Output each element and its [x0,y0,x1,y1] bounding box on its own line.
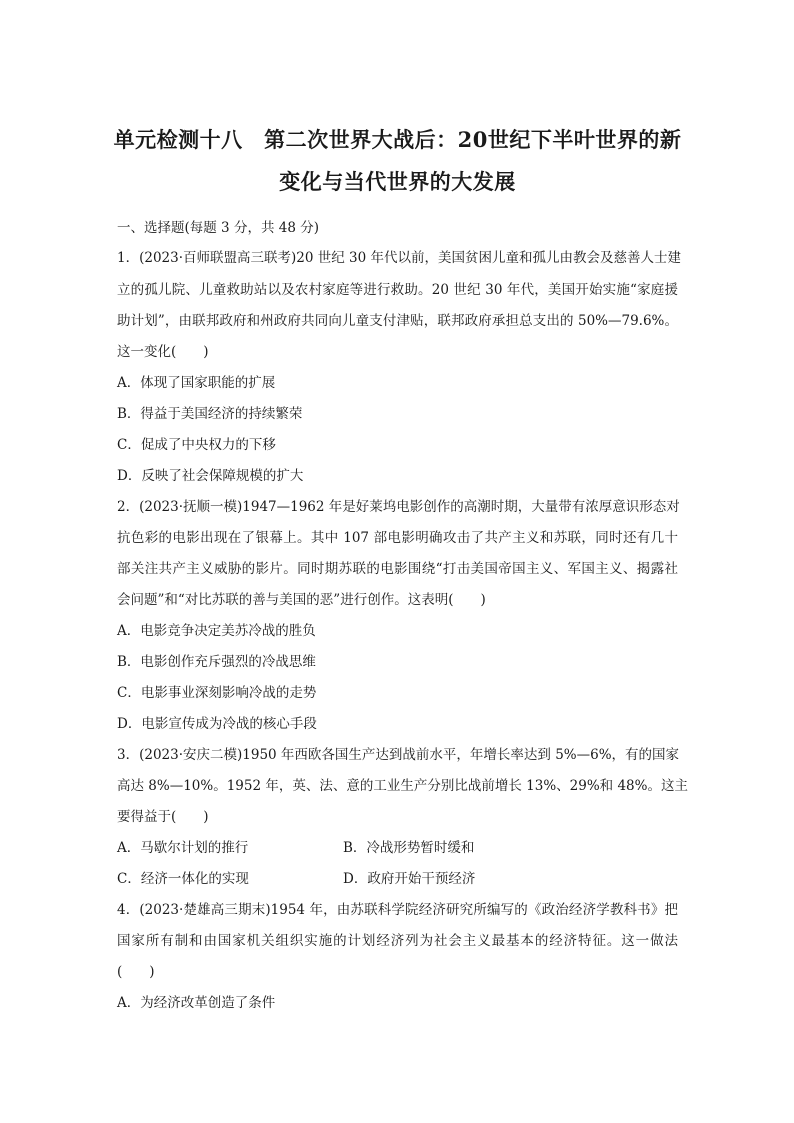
document-title-line-2: 变化与当代世界的大发展 [279,169,516,194]
question-4-line-2: 国家所有制和由国家机关组织实施的计划经济列为社会主义最基本的经济特征。这一做法 [117,933,678,949]
question-4-line-3: ( ) [117,964,155,980]
question-3-line-2: 高达 8%—10%。1952 年，英、法、意的工业生产分别比战前增长 13%、29%和 48%。这主 [117,778,688,794]
question-1-line-2: 立的孤儿院、儿童救助站以及农村家庭等进行救助。20 世纪 30 年代，美国开始实施“家庭援 [117,282,678,298]
question-2-option-d: D．电影宣传成为冷战的核心手段 [117,716,317,732]
question-3-line-3: 要得益于( ) [117,809,209,825]
question-2-line-3: 部关注共产主义威胁的影片。同时期苏联的电影围绕“打击美国帝国主义、军国主义、揭露社 [117,561,678,577]
question-1-option-c: C．促成了中央权力的下移 [117,437,276,453]
question-2-option-c: C．电影事业深刻影响冷战的走势 [117,685,317,701]
question-1-option-d: D．反映了社会保障规模的扩大 [117,468,304,484]
question-2-option-a: A．电影竞争决定美苏冷战的胜负 [117,623,316,639]
question-2-line-1: 2．(2023·抚顺一模)1947—1962 年是好莱坞电影创作的高潮时期，大量带有浓厚意识形态对 [117,499,680,515]
question-2-line-2: 抗色彩的电影出现在了银幕上。其中 107 部电影明确攻击了共产主义和苏联，同时还有几十 [117,530,678,546]
document-title-line-1: 单元检测十八 第二次世界大战后：20世纪下半叶世界的新 [113,127,682,152]
question-3-option-d: D．政府开始干预经济 [343,871,476,887]
question-2-line-4: 会问题”和“对比苏联的善与美国的恶”进行创作。这表明( ) [117,592,486,608]
question-3-option-b: B．冷战形势暂时缓和 [343,840,475,856]
question-1-line-4: 这一变化( ) [117,344,209,360]
question-1-option-b: B．得益于美国经济的持续繁荣 [117,406,303,422]
question-3-option-c: C．经济一体化的实现 [117,871,249,887]
question-1-line-3: 助计划”，由联邦政府和州政府共同向儿童支付津贴，联邦政府承担总支出的 50%—79.6%。 [117,313,678,329]
question-4-option-a: A．为经济改革创造了条件 [117,995,276,1011]
question-3-line-1: 3．(2023·安庆二模)1950 年西欧各国生产达到战前水平，年增长率达到 5%—6%，有的国家 [117,747,680,763]
question-3-option-a: A．马歇尔计划的推行 [117,840,249,856]
section-heading: 一、选择题(每题 3 分，共 48 分) [117,220,319,236]
question-1-line-1: 1．(2023·百师联盟高三联考)20 世纪 30 年代以前，美国贫困儿童和孤儿由教会及慈善人士建 [117,250,681,266]
question-1-option-a: A．体现了国家职能的扩展 [117,375,276,391]
question-4-line-1: 4．(2023·楚雄高三期末)1954 年，由苏联科学院经济研究所编写的《政治经济学教科书》把 [117,902,678,918]
question-2-option-b: B．电影创作充斥强烈的冷战思维 [117,654,316,670]
